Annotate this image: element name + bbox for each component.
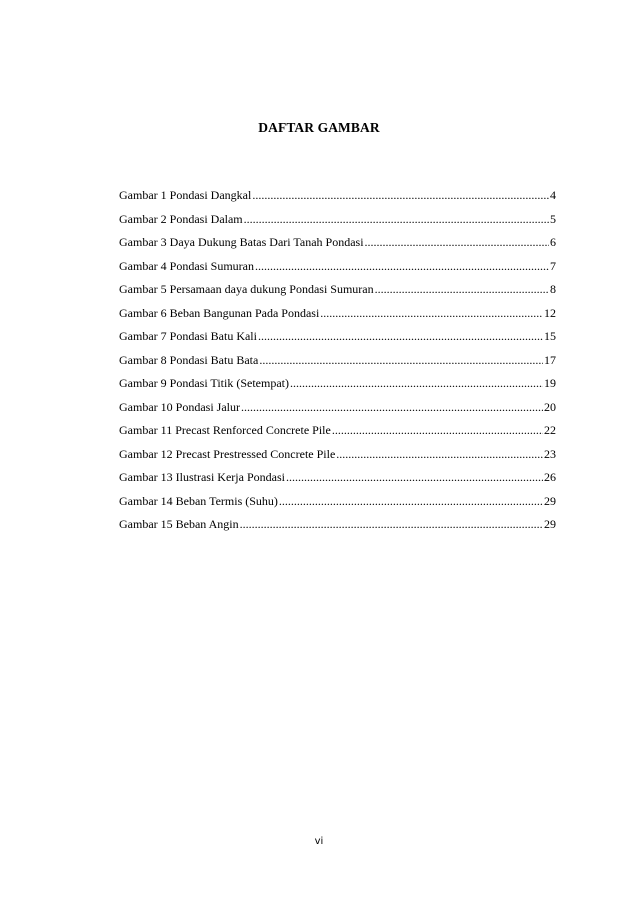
figure-page-number: 5 (550, 211, 556, 226)
dot-leader (332, 419, 543, 443)
figure-entry[interactable] (119, 349, 556, 373)
figure-label: Gambar 9 Pondasi Titik (Setempat) (119, 376, 289, 390)
figure-label: Gambar 15 Beban Angin (119, 517, 239, 531)
figure-label: Gambar 8 Pondasi Batu Bata (119, 352, 259, 367)
dot-leader (375, 278, 549, 302)
dot-leader (336, 443, 543, 467)
figure-label: Gambar 7 Pondasi Batu Kali (119, 329, 257, 343)
dot-leader (320, 302, 543, 326)
figure-page-number: 15 (544, 329, 556, 343)
figure-label: Gambar 6 Beban Bangunan Pada Pondasi (119, 305, 320, 320)
dot-leader (252, 184, 549, 208)
figure-entry[interactable] (119, 490, 556, 514)
figure-label: Gambar 11 Precast Renforced Concrete Pile (119, 423, 331, 437)
figure-label: Gambar 13 Ilustrasi Kerja Pondasi (119, 470, 285, 484)
figure-label: Gambar 12 Precast Prestressed Concrete Pile (119, 446, 336, 461)
figure-page-number: 19 (544, 376, 556, 390)
figure-entry[interactable] (119, 184, 556, 208)
figure-page-number: 23 (544, 446, 556, 461)
figure-label: Gambar 14 Beban Termis (Suhu) (119, 493, 278, 508)
figure-entry[interactable] (119, 231, 556, 255)
figure-entry[interactable] (119, 302, 556, 326)
figure-page-number: 12 (544, 305, 556, 320)
figure-entry[interactable] (119, 372, 556, 396)
figure-page-number: 26 (544, 470, 556, 484)
figure-entry[interactable] (119, 443, 556, 467)
dot-leader (240, 513, 543, 537)
figure-list (119, 184, 556, 537)
dot-leader (241, 396, 543, 420)
figure-page-number: 4 (550, 188, 556, 202)
figure-page-number: 8 (550, 282, 556, 296)
figure-label: Gambar 5 Persamaan daya dukung Pondasi Sumuran (119, 282, 374, 296)
figure-entry[interactable] (119, 396, 556, 420)
dot-leader (365, 231, 549, 255)
figure-page-number: 17 (544, 352, 556, 367)
dot-leader (290, 372, 543, 396)
figure-entry[interactable] (119, 208, 556, 232)
figure-label: Gambar 4 Pondasi Sumuran (119, 258, 254, 273)
figure-page-number: 6 (550, 235, 556, 249)
figure-entry[interactable] (119, 325, 556, 349)
figure-page-number: 20 (544, 399, 556, 414)
figure-entry[interactable] (119, 466, 556, 490)
figure-entry[interactable] (119, 278, 556, 302)
figure-entry[interactable] (119, 419, 556, 443)
dot-leader (279, 490, 543, 514)
dot-leader (258, 325, 543, 349)
dot-leader (286, 466, 543, 490)
figure-label: Gambar 2 Pondasi Dalam (119, 211, 243, 226)
figure-page-number: 29 (544, 517, 556, 531)
figure-page-number: 29 (544, 493, 556, 508)
figure-label: Gambar 3 Daya Dukung Batas Dari Tanah Pondasi (119, 235, 364, 249)
page-number: vi (314, 836, 324, 847)
figure-label: Gambar 10 Pondasi Jalur (119, 399, 240, 414)
dot-leader (259, 349, 543, 373)
figure-entry[interactable] (119, 513, 556, 537)
figure-label: Gambar 1 Pondasi Dangkal (119, 188, 252, 202)
page-title: DAFTAR GAMBAR (258, 120, 380, 135)
figure-page-number: 7 (550, 258, 556, 273)
figure-page-number: 22 (544, 423, 556, 437)
dot-leader (255, 255, 549, 279)
dot-leader (244, 208, 549, 232)
figure-entry[interactable] (119, 255, 556, 279)
